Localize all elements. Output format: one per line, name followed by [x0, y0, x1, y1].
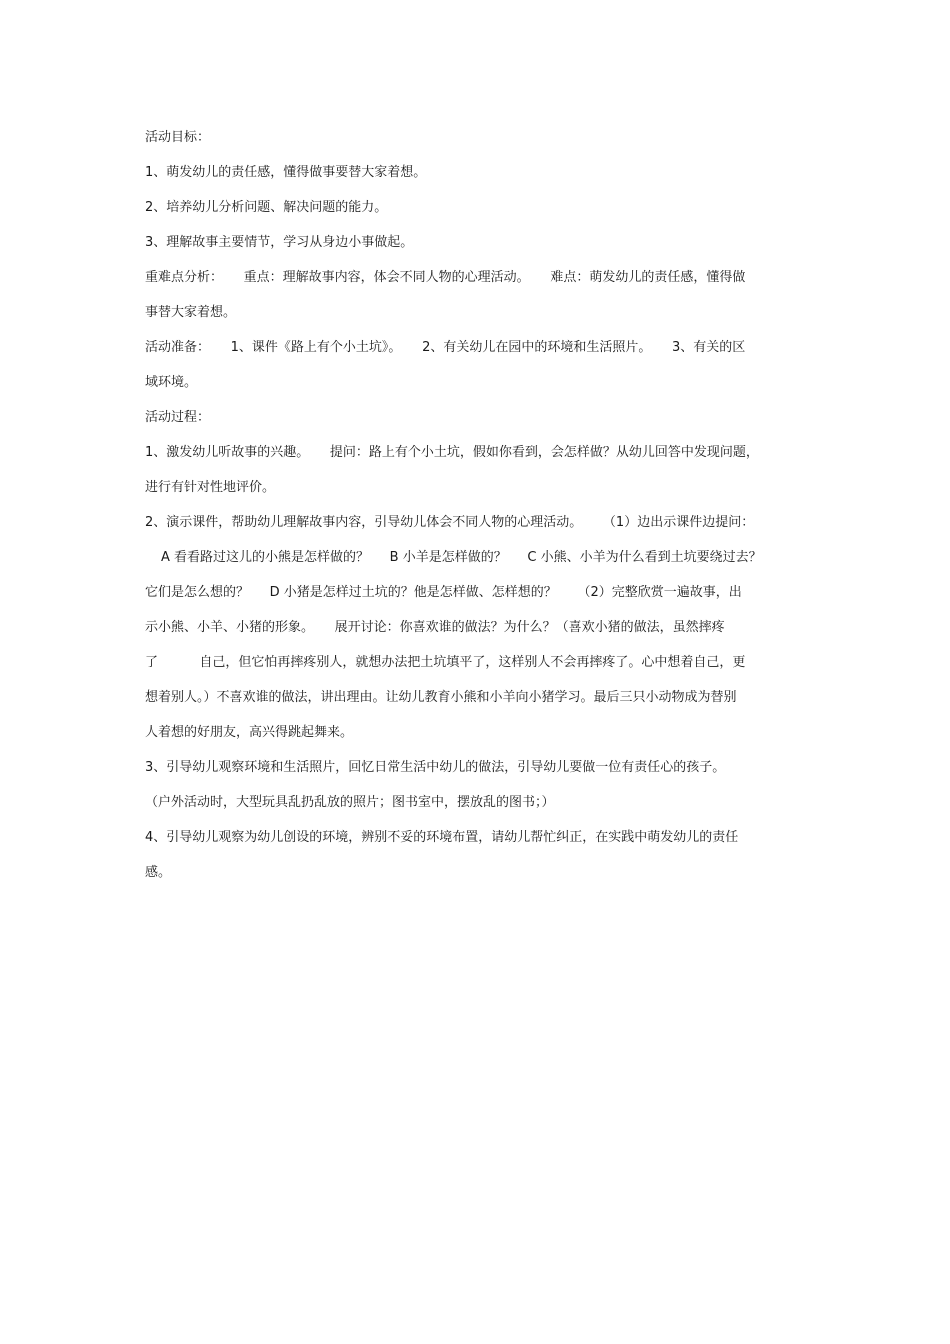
- process-step-2-line-7: 人着想的好朋友，高兴得跳起舞来。: [145, 725, 354, 740]
- process-step-2-line-4: 示小熊、小羊、小猪的形象。 展开讨论：你喜欢谁的做法？为什么？（喜欢小猪的做法，虽然摔疼: [145, 620, 725, 635]
- section-heading-goals: 活动目标：: [145, 130, 211, 145]
- key-points-line-2: 事替大家着想。: [145, 305, 237, 320]
- goal-item-3: 3、理解故事主要情节，学习从身边小事做起。: [145, 235, 414, 250]
- process-step-2-line-6: 想着别人。）不喜欢谁的做法，讲出理由。让幼儿教育小熊和小羊向小猪学习。最后三只小动物成为替别: [145, 690, 737, 705]
- key-points-line-1: 重难点分析： 重点：理解故事内容，体会不同人物的心理活动。 难点：萌发幼儿的责任感，懂得做: [145, 270, 746, 285]
- process-step-2-line-5: 了 自己，但它怕再摔疼别人，就想办法把土坑填平了，这样别人不会再摔疼了。心中想着自己，更: [145, 655, 746, 670]
- section-heading-process: 活动过程：: [145, 410, 211, 425]
- preparation-line-1: 活动准备： 1、课件《路上有个小土坑》。 2、有关幼儿在园中的环境和生活照片。 3、有关的区: [145, 340, 746, 355]
- process-step-3-line-1: 3、引导幼儿观察环境和生活照片，回忆日常生活中幼儿的做法，引导幼儿要做一位有责任心的孩子。: [145, 760, 726, 775]
- process-step-4-line-2: 感。: [145, 865, 172, 880]
- process-step-4-line-1: 4、引导幼儿观察为幼儿创设的环境，辨别不妥的环境布置，请幼儿帮忙纠正，在实践中萌发幼儿的责任: [145, 830, 739, 845]
- process-step-1-line-1: 1、激发幼儿听故事的兴趣。 提问：路上有个小土坑，假如你看到，会怎样做？从幼儿回答中发现问题，: [145, 445, 759, 460]
- goal-item-1: 1、萌发幼儿的责任感，懂得做事要替大家着想。: [145, 165, 427, 180]
- process-step-1-line-2: 进行有针对性地评价。: [145, 480, 276, 495]
- process-step-2-line-3: 它们是怎么想的？ D 小猪是怎样过土坑的？他是怎样做、怎样想的？ （2）完整欣赏一遍故事，出: [145, 585, 742, 600]
- goal-item-2: 2、培养幼儿分析问题、解决问题的能力。: [145, 200, 388, 215]
- process-step-3-line-2: （户外活动时，大型玩具乱扔乱放的照片；图书室中，摆放乱的图书；）: [145, 795, 555, 810]
- document-body: [145, 120, 815, 890]
- process-step-2-line-2: A 看看路过这儿的小熊是怎样做的？ B 小羊是怎样做的？ C 小熊、小羊为什么看到土坑要绕过去？: [161, 550, 762, 565]
- preparation-line-2: 域环境。: [145, 375, 198, 390]
- process-step-2-line-1: 2、演示课件，帮助幼儿理解故事内容，引导幼儿体会不同人物的心理活动。 （1）边出示课件边提问：: [145, 515, 755, 530]
